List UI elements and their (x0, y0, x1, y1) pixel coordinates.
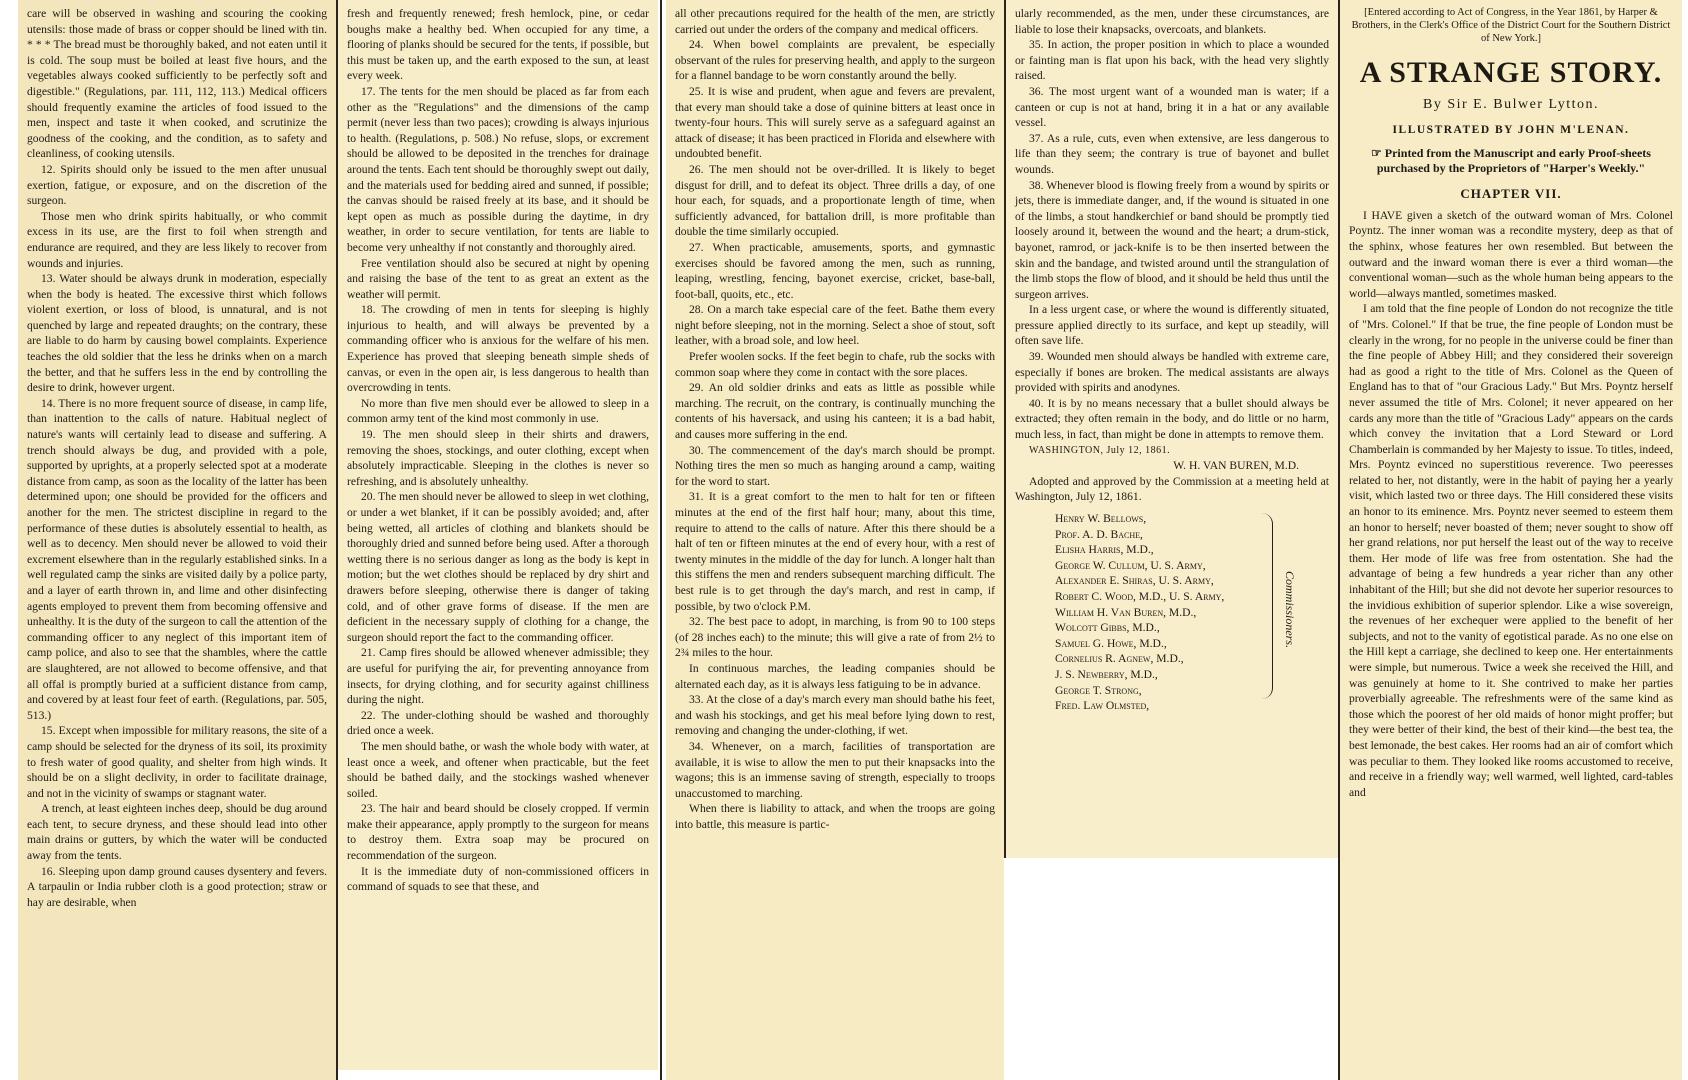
commissioner-name: Henry W. Bellows, (1055, 512, 1147, 525)
paragraph: A trench, at least eighteen inches deep, should be dug around each tent, to secure dryness, and these should lead into other main drains or gutters, by which the water will be conducted away from the tents. (27, 802, 327, 863)
copyright-notice: [Entered according to Act of Congress, in the Year 1861, by Harper & Brothers, in the Clerk's Office of the District Court for the Southern District of New York.] (1351, 7, 1671, 44)
commissioner-name: Cornelius R. Agnew, M.D., (1055, 652, 1184, 666)
paragraph: 38. Whenever blood is flowing freely from a wound by spirits or jets, there is immediate danger, and, if the wound is situated in one of the limbs, a stout handkerchief or band should be promptly tied loosely around it, between the wound and the heart; a drum-stick, bayonet, ramrod, or jack-knife is to be then inserted between the skin and the bandage, and twisted around until the strangulation of the limb stops the flow of blood, and it should be held thus until the surgeon arrives. (1015, 178, 1329, 301)
commissioner-name: J. S. Newberry, M.D., (1055, 667, 1158, 681)
paragraph: 36. The most urgent want of a wounded man is water; if a canteen or cup is not at hand, bring it in a hat or any available vessel. (1015, 84, 1329, 130)
commissioner-name: Wolcott Gibbs, M.D., (1055, 621, 1160, 635)
commissioner-name: George W. Cullum, U. S. Army, (1055, 558, 1206, 572)
paragraph: Prefer woolen socks. If the feet begin to chafe, rub the socks with common soap where they come in contact with the sore places. (675, 350, 995, 379)
column-3 (666, 0, 1004, 1080)
commissioner-name: Prof. A. D. Bache, (1055, 527, 1143, 541)
paragraph: 22. The under-clothing should be washed and thoroughly dried once a week. (347, 708, 649, 738)
paragraph: 24. When bowel complaints are prevalent, be especially observant of the rules for preserving health, and apply to the surgeon for a flannel bandage to be worn constantly around the belly. (675, 38, 995, 83)
paragraph: 16. Sleeping upon damp ground causes dysentery and fevers. A tarpaulin or India rubber cloth is a good protection; straw or hay are desirable, when (27, 864, 327, 909)
paragraph: I am told that the fine people of London do not recognize the title of "Mrs. Colonel." If that be true, the fine people of London must be clearly in the wrong, for no people in the universe could be finer than the fine people of Abbey Hill; and they considered their sovereign had as good a right to the title of Mrs. Colonel as the Queen of England has to that of "our Gracious Lady." But Mrs. Poyntz herself never assumed the title of Mrs. Colonel; it never appeared on her cards any more than the title of "Gracious Lady" appears on the cards which convey the invitation that a Lord Steward or Lord Chamberlain is commanded by her Majesty to issue. To titles, indeed, Mrs. Poyntz evinced no superstitious reverence. Two peeresses related to her, not distantly, were in the habit of paying her a yearly visit, which lasted two or three days. The Hill considered these visits an honor to its eminence. Mrs. Poyntz never seemed to esteem them an honor to herself; never boasted of them; never sought to show off her grand relations, nor put herself the least out of the way to receive them. Her mode of life was free from ostentation. She had the advantage of being a few hundreds a year richer than any other inhabitant of the Hill; but she did not devote her superior resources to the invidious exhibition of superior splendor. Like a wise sovereign, the revenues of her exchequer were applied to the benefit of her subjects, and not to the vanity of egotistical parade. As no one else on the Hill kept a carriage, she declined to keep one. Her entertainments were simple, but numerous. Twice a week she received the Hill, and was genuinely at home to it. She contrived to make her parties proverbially agreeable. The refreshments were of the same kind as those which the poorest of her old maids of honor might proffer; but they were better of their kind, the best of their kind—the best tea, the best lemonade, the best cakes. Her rooms had an air of comfort which was peculiar to them. They looked like rooms accustomed to receive, and receive in a friendly way; well warmed, well lighted, card-tables and (1349, 302, 1673, 799)
paragraph: 25. It is wise and prudent, when ague and fevers are prevalent, that every man should take a dose of quinine bitters at least once in twenty-four hours. This will surely serve as a safeguard against an attack of disease; it has been practiced in Florida and elsewhere with undoubted benefit. (675, 84, 995, 161)
paragraph: 18. The crowding of men in tents for sleeping is highly injurious to health, and will always be prevented by a commanding officer who is anxious for the welfare of his men. Experience has proved that sleeping beneath simple sheds of canvas, or even in the open air, is less dangerous to health than overcrowding in tents. (347, 303, 649, 395)
printed-note: ☞ Printed from the Manuscript and early Proof-sheets purchased by the Proprietors of "Harper's Weekly." (1371, 146, 1651, 176)
paragraph: 23. The hair and beard should be closely cropped. If vermin make their appearance, apply promptly to the surgeon for means to destroy them. Extra soap may be procured on recommendation of the surgeon. (347, 802, 649, 863)
paragraph: 40. It is by no means necessary that a bullet should always be extracted; they often remain in the body, and do little or no harm, much less, in fact, than might be done in attempts to remove them. (1015, 396, 1329, 442)
paragraph: all other precautions required for the health of the men, are strictly carried out under the orders of the company and medical officers. (675, 7, 995, 36)
paragraph: In continuous marches, the leading companies should be alternated each day, as it is always less fatiguing to be in advance. (675, 661, 995, 691)
paragraph: 26. The men should not be over-drilled. It is likely to beget disgust for drill, and to defeat its object. Three drills a day, of one hour each, for squads, and a proportionate length of time, when sufficiently advanced, for battalion drill, is more profitable than double the time similarly occupied. (675, 162, 995, 239)
commissioner-name: George T. Strong, (1055, 683, 1142, 697)
paragraph: care will be observed in washing and scouring the cooking utensils: those made of brass or copper should be lined with tin. * * * The bread must be thoroughly baked, and not eaten until it is cold. The soup must be boiled at least five hours, and the vegetables always cooked sufficiently to be perfectly soft and digestible." (Regulations, par. 111, 112, 113.) Medical officers should frequently examine the articles of food issued to the men, inspect and taste it when cooked, and scrutinize the goodness of the cooking, and the condition, as to safety and cleanliness, of cooking utensils. (27, 7, 327, 161)
paragraph: The men should bathe, or wash the whole body with water, at least once a week, and oftener when practicable, but the feet should be bathed daily, and the stockings washed whenever soiled. (347, 739, 649, 800)
paragraph: 39. Wounded men should always be handled with extreme care, especially if bones are broken. The medical assistants are always provided with spirits and anodynes. (1015, 350, 1329, 395)
paragraph: I HAVE given a sketch of the outward woman of Mrs. Colonel Poyntz. The inner woman was a recondite mystery, deep as that of the sphinx, whose features her own resembled. But between the outward and the inward woman there is ever a third woman—the conventional woman—such as the whole human being appears to the world—always mantled, sometimes masked. (1349, 208, 1673, 300)
paragraph: 37. As a rule, cuts, even when extensive, are less dangerous to life than they seem; the contrary is true of bayonet and bullet wounds. (1015, 131, 1329, 176)
illustrator-credit: ILLUSTRATED BY JOHN M'LENAN. (1392, 123, 1630, 136)
paragraph: 14. There is no more frequent source of disease, in camp life, than inattention to the calls of nature. Habitual neglect of nature's wants will certainly lead to disease and suffering. A trench should always be dug, and provided with a pole, supported by uprights, at a properly selected spot at a moderate distance from camp, as soon as the locality of the latter has been determined upon; one should be provided for the officers and another for the men. The strictest discipline in regard to the performance of these duties is absolutely essential to health, as well as to decency. Men should never be allowed to void their excrement elsewhere than in the regularly established sinks. In a well regulated camp the sinks are visited daily by a police party, and a layer of earth thrown in, and lime and other disinfecting agents employed to prevent them from becoming offensive and unhealthy. It is the duty of the surgeon to call the attention of the commanding officer to any neglect of this important item of camp police, and also to see that the shambles, where the cattle are slaughtered, are not allowed to become offensive, and that all offal is promptly buried at a sufficient distance from camp, and covered by at least four feet of earth. (Regulations, par. 505, 513.) (27, 396, 327, 722)
paragraph: 19. The men should sleep in their shirts and drawers, removing the shoes, stockings, and outer clothing, except when absolutely impracticable. Sleeping in the clothes is never so refreshing, and is absolutely unhealthy. (347, 428, 649, 488)
paragraph: When there is liability to attack, and when the troops are going into battle, this measure is partic- (675, 802, 995, 831)
column-5 (1340, 0, 1682, 1080)
signature: W. H. VAN BUREN, M.D. (1173, 459, 1299, 473)
story-title: A STRANGE STORY. (1359, 56, 1663, 89)
column-4 (1006, 0, 1338, 858)
commissioner-name: Robert C. Wood, M.D., U. S. Army, (1055, 589, 1225, 603)
paragraph: 30. The commencement of the day's march should be prompt. Nothing tires the men so much as hanging around a camp, waiting for the word to start. (675, 443, 995, 488)
commissioner-name: Elisha Harris, M.D., (1055, 543, 1154, 557)
adoption-note: Adopted and approved by the Commission at a meeting held at Washington, July 12, 1861. (1015, 474, 1329, 504)
paragraph: No more than five men should ever be allowed to sleep in a common army tent of the kind most commonly in use. (347, 396, 649, 426)
column-rule (660, 0, 662, 1080)
paragraph: 20. The men should never be allowed to sleep in wet clothing, or under a wet blanket, if it can be possibly avoided; and, after being wetted, all articles of clothing and blankets should be thoroughly dried and sunned before being used. After a thorough wetting there is no serious danger as long as the body is kept in motion; but the wet clothes should be replaced by dry shirt and drawers before sleeping, otherwise there is danger of taking cold, and of other grave forms of disease. If the men are deficient in the necessary supply of clothing for a change, the surgeon should report the fact to the commanding officer. (347, 490, 649, 644)
paragraph: 28. On a march take especial care of the feet. Bathe them every night before sleeping, not in the morning. Select a shoe of stout, soft leather, with a broad sole, and low heel. (675, 303, 995, 348)
column-1 (18, 0, 336, 1080)
paragraph: 32. The best pace to adopt, in marching, is from 90 to 100 steps (of 28 inches each) to the minute; this will give a rate of from 2½ to 2¾ miles to the hour. (675, 615, 995, 660)
paragraph: 17. The tents for the men should be placed as far from each other as the "Regulations" and the dimensions of the camp permit (never less than two paces); crowding is always injurious to health. (Regulations, p. 508.) No refuse, slops, or excrement should be allowed to be deposited in the trenches for drainage around the tents. Each tent should be thoroughly swept out daily, and the materials used for bedding aired and sunned, if possible; the canvas should be raised freely at its base, and it should be kept open as much as possible during the daytime, in dry weather, in order to secure ventilation, for tents are liable to become very unhealthy if not constantly and thoroughly aired. (347, 84, 649, 254)
paragraph: ularly recommended, as the men, under these circumstances, are liable to lose their knapsacks, overcoats, and blankets. (1015, 7, 1329, 36)
paragraph: fresh and frequently renewed; fresh hemlock, pine, or cedar boughs make a healthy bed. When occupied for any time, a flooring of planks should be secured for the tents, if possible, but this must be taken up, and the earth exposed to the sun, at least every week. (347, 7, 649, 83)
commissioners-label: Commissioners. (1283, 571, 1297, 649)
paragraph: 34. Whenever, on a march, facilities of transportation are available, it is wise to allow the men to put their knapsacks into the wagons; this is an immense saving of strength, especially to troops unaccustomed to marching. (675, 739, 995, 800)
dateline: WASHINGTON, July 12, 1861. (1029, 444, 1171, 456)
paragraph: Free ventilation should also be secured at night by opening and raising the base of the tent to as great an extent as the weather will permit. (347, 256, 649, 301)
paragraph: 35. In action, the proper position in which to place a wounded or fainting man is flat upon his back, with the head very slightly raised. (1015, 38, 1329, 83)
paragraph: 29. An old soldier drinks and eats as little as possible while marching. The recruit, on the contrary, is continually munching the contents of his haversack, and using his canteen; it is a bad habit, and causes more suffering in the end. (675, 381, 995, 442)
paragraph: 27. When practicable, amusements, sports, and gymnastic exercises should be favored among the men, such as running, leaping, wrestling, fencing, bayonet exercise, cricket, base-ball, foot-ball, quoits, etc., etc. (675, 240, 995, 301)
paragraph: 15. Except when impossible for military reasons, the site of a camp should be selected for the dryness of its soil, its proximity to fresh water of good quality, and shelter from high winds. It should be on a slight declivity, in order to facilitate drainage, and not in the vicinity of swamps or stagnant water. (27, 724, 327, 800)
byline: By Sir E. Bulwer Lytton. (1423, 97, 1599, 112)
paragraph: 33. At the close of a day's march every man should bathe his feet, and wash his stockings, and get his meal before lying down to rest, removing and changing the under-clothing, if wet. (675, 693, 995, 738)
chapter-heading: CHAPTER VII. (1460, 186, 1562, 202)
brace-icon (1262, 513, 1273, 699)
paragraph: It is the immediate duty of non-commissioned officers in command of squads to see that these, and (347, 864, 649, 894)
paragraph: 12. Spirits should only be issued to the men after unusual exertion, fatigue, or exposure, and on the discretion of the surgeon. (27, 162, 327, 208)
commissioner-name: Fred. Law Olmsted, (1055, 699, 1150, 713)
paragraph: 21. Camp fires should be allowed whenever admissible; they are useful for purifying the air, for preventing annoyance from insects, for drying clothing, and for security against chilliness during the night. (347, 646, 649, 707)
paragraph: 31. It is a great comfort to the men to halt for ten or fifteen minutes at the end of the first half hour; many, about this time, require to attend to the calls of nature. After this there should be a halt of ten or fifteen minutes at the end of every hour, with a rest of twenty minutes in the middle of the day for lunch. A longer halt than this stiffens the men and renders subsequent marching difficult. The best rule is to get through the day's march, and rest in camp, if possible, by two o'clock P.M. (675, 490, 995, 613)
commissioners-block (1015, 511, 1329, 714)
paragraph: 13. Water should be always drunk in moderation, especially when the body is heated. The excessive thirst which follows violent exertion, or loss of blood, is unnatural, and is not quenched by large and repeated draughts; on the contrary, these are liable to do harm by causing bowel complaints. Experience teaches the old soldier that the less he drinks when on a march the better, and that he suffers less in the end by controlling the desire to drink, however urgent. (27, 272, 327, 395)
commissioner-name: Samuel G. Howe, M.D., (1055, 636, 1167, 650)
paragraph: In a less urgent case, or where the wound is differently situated, pressure applied directly to its surface, and kept up steadily, will often save life. (1015, 303, 1329, 348)
column-2 (338, 0, 658, 1070)
paragraph: Those men who drink spirits habitually, or who commit excess in its use, are the first to foil when strength and endurance are required, and they are less likely to recover from wounds and injuries. (27, 209, 327, 270)
commissioner-name: Alexander E. Shiras, U. S. Army, (1055, 574, 1214, 588)
commissioner-name: William H. Van Buren, M.D., (1055, 605, 1197, 619)
